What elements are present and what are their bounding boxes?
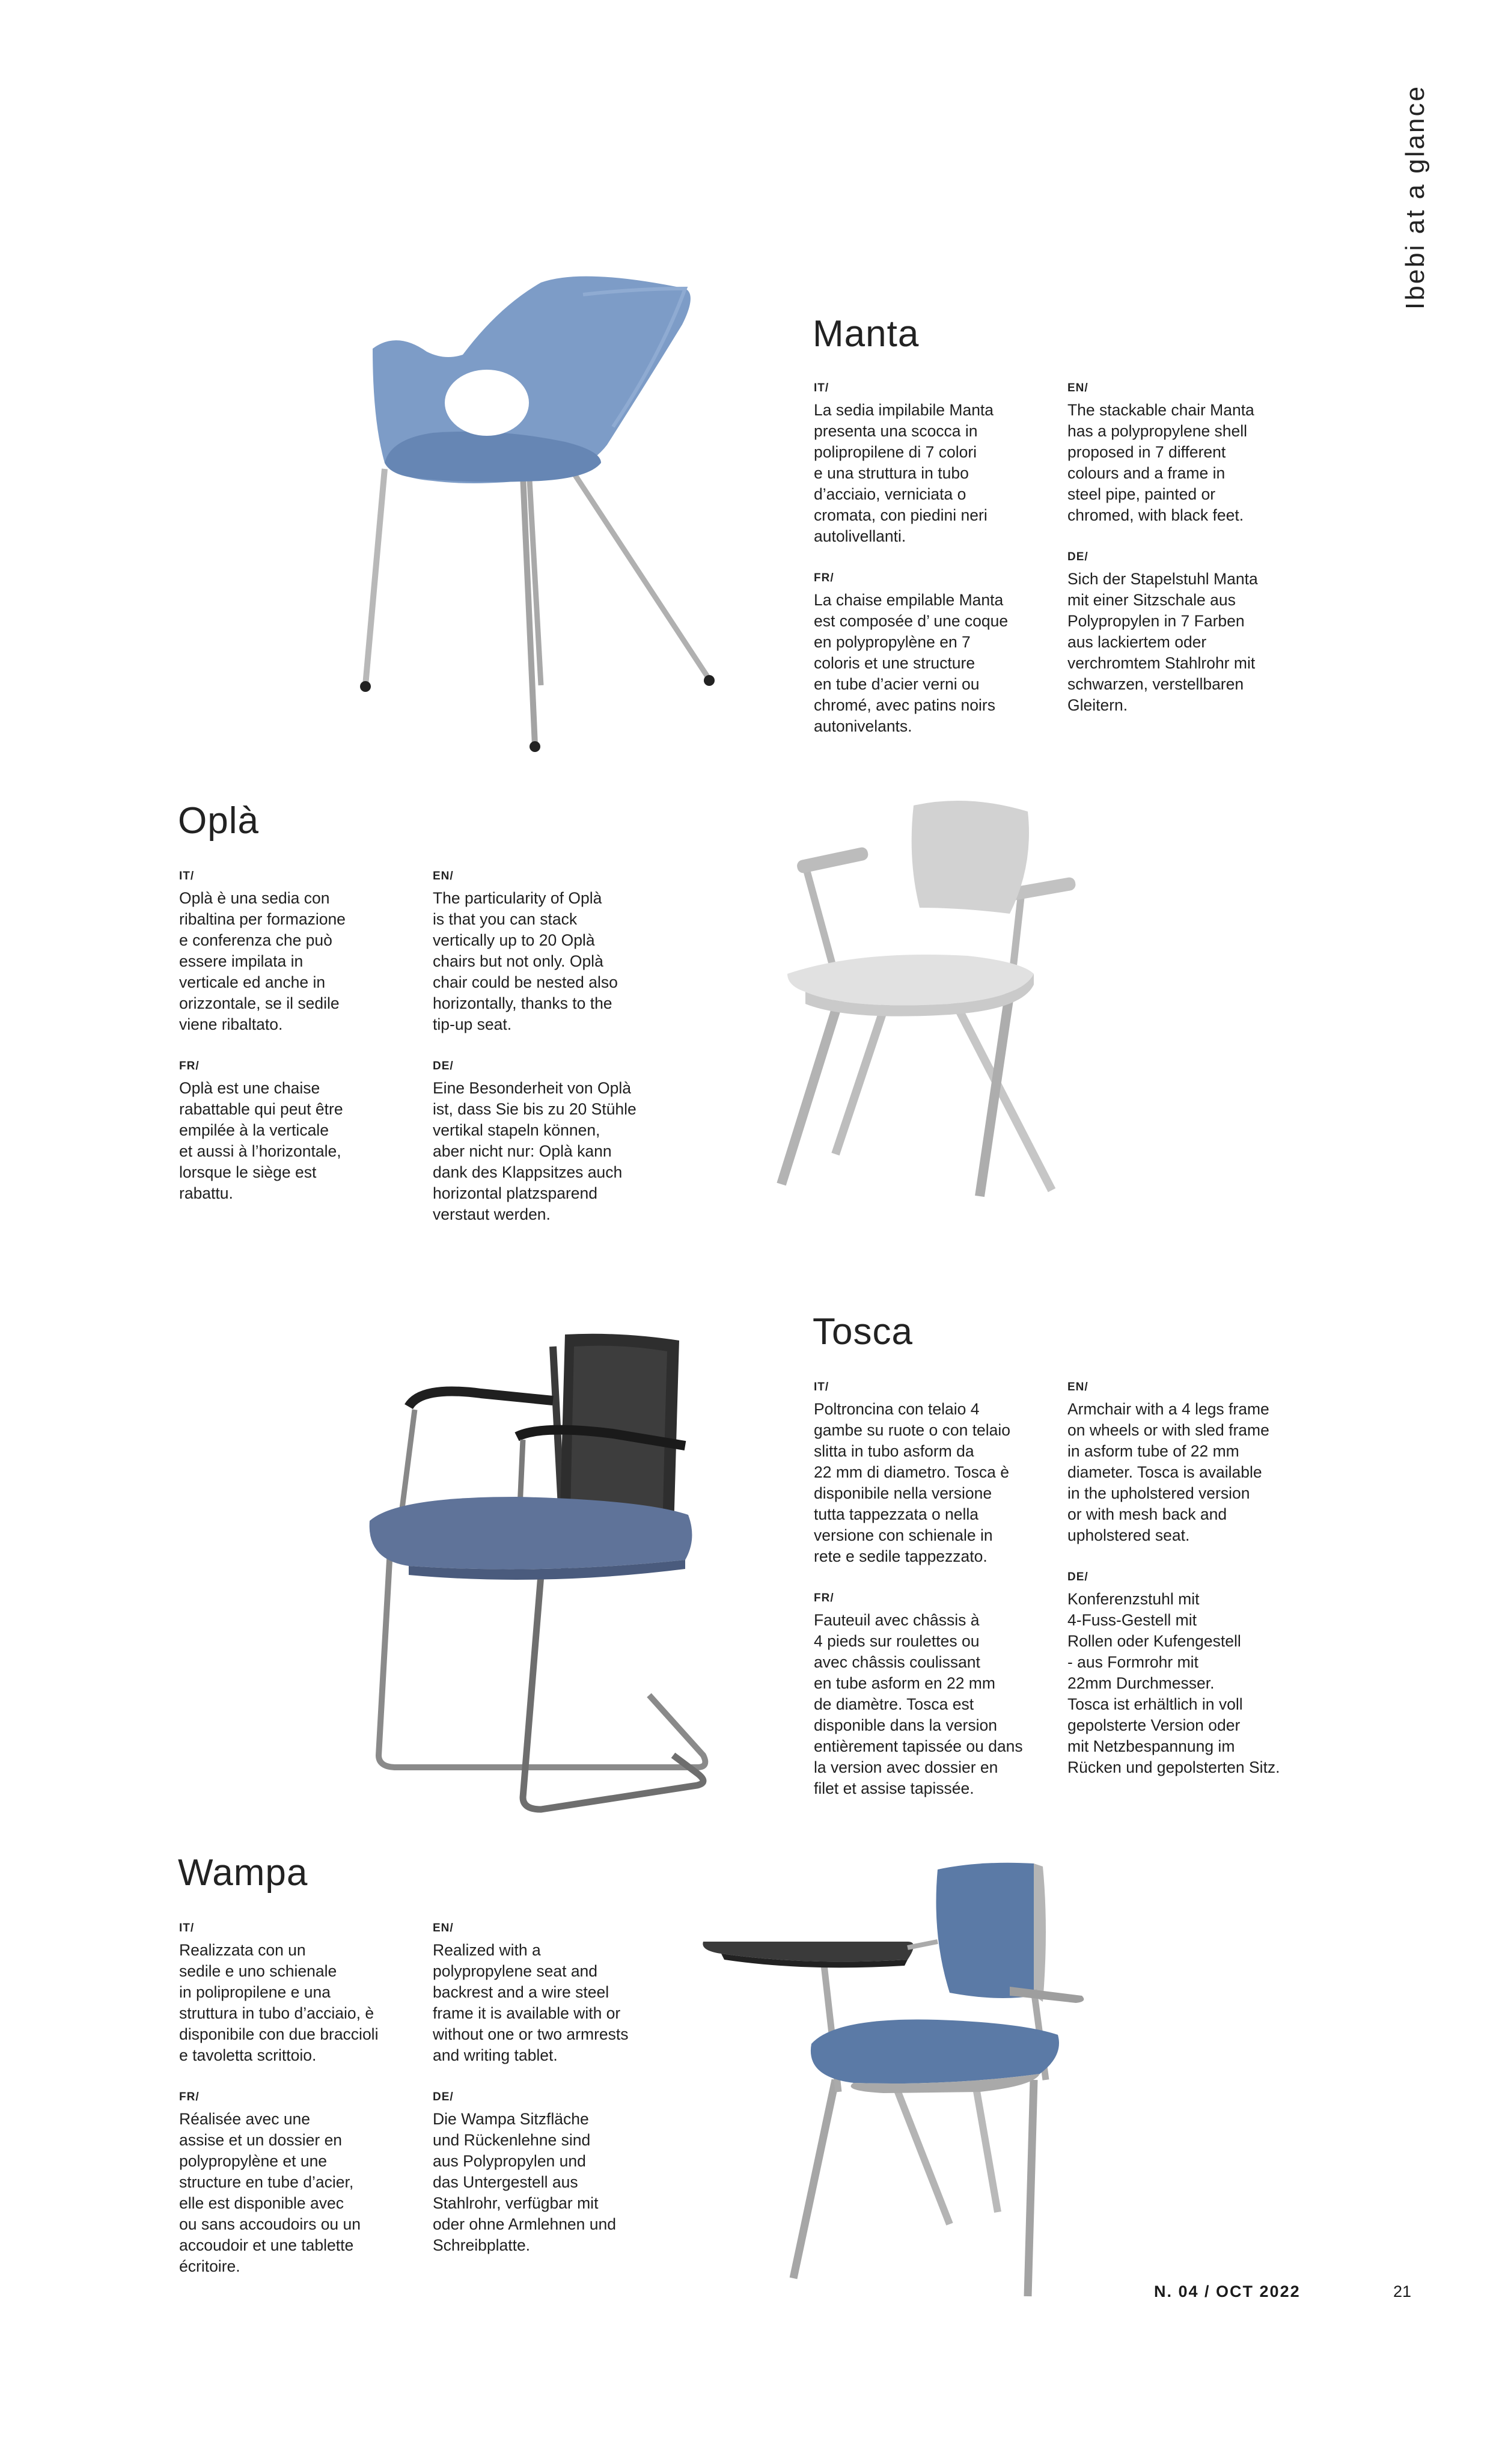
- page-number: 21: [1393, 2282, 1412, 2300]
- opla-chair-image: [769, 793, 1106, 1202]
- wampa-col-right: [433, 1918, 649, 2276]
- tosca-it-label: IT/: [814, 1381, 829, 1393]
- wampa-en-label: EN/: [433, 1922, 454, 1934]
- tosca-en-text: Armchair with a 4 legs frame on wheels or with sled frame in asform tube of 22 mm diameter. Tosca is available in the upholstered version or with mesh back and upholstered seat.: [1067, 1400, 1269, 1544]
- issue-label: N. 04 / OCT 2022: [1154, 2282, 1301, 2300]
- opla-en-text: The particularity of Oplà is that you can stack vertically up to 20 Oplà chairs but not only. Oplà chair could be nested also horizontally, thanks to the tip-up seat.: [433, 889, 618, 1033]
- tosca-title: Tosca: [813, 1311, 913, 1353]
- manta-title: Manta: [813, 313, 920, 355]
- tosca-fr-text: Fauteuil avec châssis à 4 pieds sur roulettes ou avec châssis coulissant en tube asform en 22 mm de diamètre. Tosca est disponible dans la version entièrement tapissée ou dans la version avec dossier en filet et assise tapissée.: [814, 1611, 1023, 1797]
- opla-it-label: IT/: [179, 870, 195, 882]
- side-title-text: Ibebi at a glance: [1400, 85, 1430, 310]
- tosca-col-right: [1067, 1377, 1320, 1799]
- wampa-it-block: [179, 1918, 395, 2066]
- tosca-en-label: EN/: [1067, 1381, 1088, 1393]
- opla-title: Oplà: [178, 800, 259, 842]
- manta-it-text: La sedia impilabile Manta presenta una scocca in polipropilene di 7 colori e una struttura in tubo d’acciaio, verniciata o cromata, con piedini neri autolivellanti.: [814, 401, 994, 545]
- opla-de-label: DE/: [433, 1060, 454, 1072]
- manta-fr-text: La chaise empilable Manta est composée d’ une coque en polypropylène en 7 coloris et une structure en tube d’acier verni ou chromé, avec patins noirs autonivelants.: [814, 591, 1009, 735]
- tosca-it-text: Poltroncina con telaio 4 gambe su ruote o con telaio slitta in tubo asform da 22 mm di diametro. Tosca è disponibile nella versione tutta tappezzata o nella versione con schienale in rete e sedile tappezzato.: [814, 1400, 1011, 1565]
- manta-en-label: EN/: [1067, 382, 1088, 394]
- opla-fr-label: FR/: [179, 1060, 200, 1072]
- manta-it-label: IT/: [814, 382, 829, 394]
- tosca-de-block: [1067, 1567, 1320, 1778]
- manta-col-right: [1067, 378, 1284, 736]
- wampa-it-label: IT/: [179, 1922, 195, 1934]
- manta-de-block: [1067, 546, 1284, 716]
- manta-en-block: [1067, 378, 1284, 526]
- tosca-it-block: [814, 1377, 1030, 1567]
- tosca-en-block: [1067, 1377, 1320, 1546]
- wampa-title: Wampa: [178, 1852, 308, 1894]
- side-title: [1370, 69, 1430, 310]
- opla-fr-block: [179, 1056, 395, 1204]
- wampa-de-text: Die Wampa Sitzfläche und Rückenlehne sind aus Polypropylen und das Untergestell aus Stahlrohr, verfügbar mit oder ohne Armlehnen und Schreibplatte.: [433, 2110, 616, 2254]
- tosca-chair-image: [361, 1322, 721, 1821]
- manta-fr-label: FR/: [814, 572, 834, 584]
- tosca-col-left: [814, 1377, 1030, 1820]
- wampa-de-block: [433, 2086, 649, 2256]
- wampa-col-left: [179, 1918, 395, 2297]
- manta-col-left: [814, 378, 1030, 757]
- opla-en-label: EN/: [433, 870, 454, 882]
- opla-de-text: Eine Besonderheit von Oplà ist, dass Sie bis zu 20 Stühle vertikal stapeln können, aber nicht nur: Oplà kann dank des Klappsitzes auch horizontal platzsparend verstaut werden.: [433, 1079, 637, 1223]
- opla-col-left: [179, 866, 395, 1224]
- tosca-fr-label: FR/: [814, 1592, 834, 1604]
- opla-it-block: [179, 866, 395, 1035]
- wampa-it-text: Realizzata con un sedile e uno schienale in polipropilene e una struttura in tubo d’acciaio, è disponibile con due braccioli e tavoletta scrittoio.: [179, 1941, 379, 2064]
- tosca-fr-block: [814, 1588, 1030, 1799]
- wampa-en-text: Realized with a polypropylene seat and backrest and a wire steel frame it is available with or without one or two armrests and writing tablet.: [433, 1941, 629, 2064]
- manta-de-text: Sich der Stapelstuhl Manta mit einer Sitzschale aus Polypropylen in 7 Farben aus lackiertem oder verchromtem Stahlrohr mit schwarzen, verstellbaren Gleitern.: [1067, 570, 1258, 714]
- opla-en-block: [433, 866, 649, 1035]
- opla-fr-text: Oplà est une chaise rabattable qui peut être empilée à la verticale et aussi à l’horizontale, lorsque le siège est rabattu.: [179, 1079, 343, 1202]
- manta-it-block: [814, 378, 1030, 547]
- wampa-fr-block: [179, 2086, 395, 2277]
- manta-fr-block: [814, 567, 1030, 737]
- manta-en-text: The stackable chair Manta has a polypropylene shell proposed in 7 different colours and a frame in steel pipe, painted or chromed, with black feet.: [1067, 401, 1254, 524]
- wampa-de-label: DE/: [433, 2091, 454, 2103]
- opla-col-right: [433, 866, 649, 1246]
- tosca-de-text: Konferenzstuhl mit 4-Fuss-Gestell mit Rollen oder Kufengestell - aus Formrohr mit 22mm Durchmesser. Tosca ist erhältlich in voll gepolsterte Version oder mit Netzbespannung im Rücken und gepolsterten Sitz.: [1067, 1590, 1280, 1776]
- wampa-chair-image: [697, 1851, 1154, 2296]
- opla-de-block: [433, 1056, 649, 1225]
- wampa-fr-text: Réalisée avec une assise et un dossier en polypropylène et une structure en tube d’acier, elle est disponible avec ou sans accoudoirs ou un accoudoir et une tablette écritoire.: [179, 2110, 361, 2275]
- opla-it-text: Oplà è una sedia con ribaltina per formazione e conferenza che può essere impilata in verticale ed anche in orizzontale, se il sedile viene ribaltato.: [179, 889, 346, 1033]
- wampa-fr-label: FR/: [179, 2091, 200, 2103]
- manta-chair-image: [349, 271, 745, 751]
- manta-de-label: DE/: [1067, 551, 1088, 563]
- tosca-de-label: DE/: [1067, 1571, 1088, 1583]
- wampa-en-block: [433, 1918, 649, 2066]
